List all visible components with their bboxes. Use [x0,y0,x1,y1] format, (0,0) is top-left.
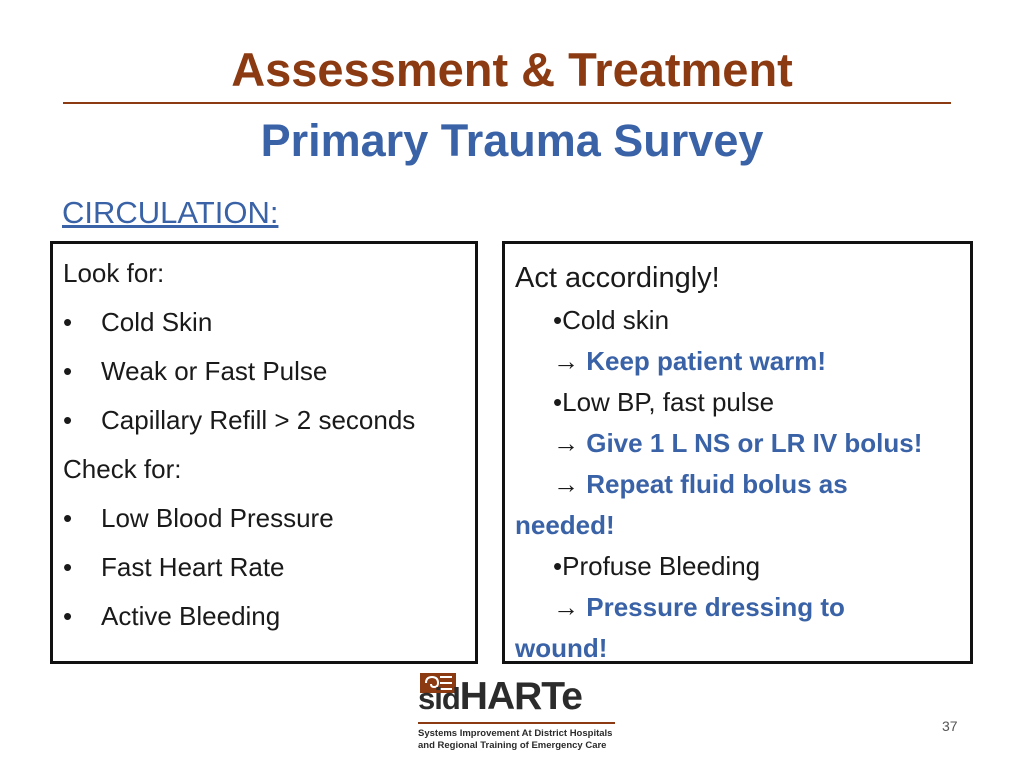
condition-label: Profuse Bleeding [562,551,761,581]
page-number: 37 [942,718,958,734]
condition-label: Cold skin [562,305,670,335]
bullet-icon: • [63,552,73,582]
slide-subtitle: Primary Trauma Survey [260,115,764,166]
treatment-box [502,241,973,664]
check-for-heading: Check for: [63,454,182,484]
look-for-item-label: Weak or Fast Pulse [101,356,328,386]
condition-label: Low BP, fast pulse [562,387,775,417]
bullet-icon: • [553,387,563,417]
look-for-item [63,347,471,396]
action-label: Give 1 L NS or LR IV bolus! [586,428,923,458]
look-for-heading: Look for: [63,258,165,288]
bullet-icon: • [553,551,563,581]
check-for-item [63,494,471,543]
slide-title: Assessment & Treatment [231,43,793,96]
logo-tagline-line-2: and Regional Training of Emergency Care [418,739,607,751]
arrow-right-icon: → [553,346,579,376]
bullet-icon: • [63,356,73,386]
title-divider [63,102,951,104]
action-item [515,587,935,669]
bullet-icon: • [63,405,73,435]
look-for-item [63,396,471,445]
condition-item [515,300,966,341]
look-for-item-label: Cold Skin [101,307,213,337]
arrow-right-icon: → [553,469,579,499]
action-item [515,464,935,546]
logo-name: HARTe [459,675,582,718]
treatment-heading: Act accordingly! [515,262,720,294]
bullet-icon: • [553,305,563,335]
check-for-item-label: Fast Heart Rate [101,552,285,582]
look-for-item-label: Capillary Refill > 2 seconds [101,405,416,435]
check-for-item [63,543,471,592]
action-label: Pressure dressing to wound! [515,592,845,663]
bullet-icon: • [63,503,73,533]
bullet-icon: • [63,601,73,631]
arrow-right-icon: → [553,592,579,622]
logo-prefix: sid [418,681,460,716]
logo-wordmark [418,675,582,721]
section-heading: CIRCULATION: [62,195,279,230]
action-item [515,423,966,464]
check-for-item [63,592,471,641]
condition-item [515,546,966,587]
assessment-box [50,241,478,664]
look-for-item [63,298,471,347]
logo-divider [418,722,615,724]
bullet-icon: • [63,307,73,337]
logo-tagline-line-1: Systems Improvement At District Hospitals [418,728,613,739]
action-label: Keep patient warm! [586,346,827,376]
arrow-right-icon: → [553,428,579,458]
sidharte-logo [418,675,618,753]
action-label: Repeat fluid bolus as needed! [515,469,848,540]
action-item [515,341,966,382]
logo-tagline [418,728,612,751]
check-for-item-label: Active Bleeding [101,601,281,631]
check-for-item-label: Low Blood Pressure [101,503,334,533]
condition-item [515,382,966,423]
